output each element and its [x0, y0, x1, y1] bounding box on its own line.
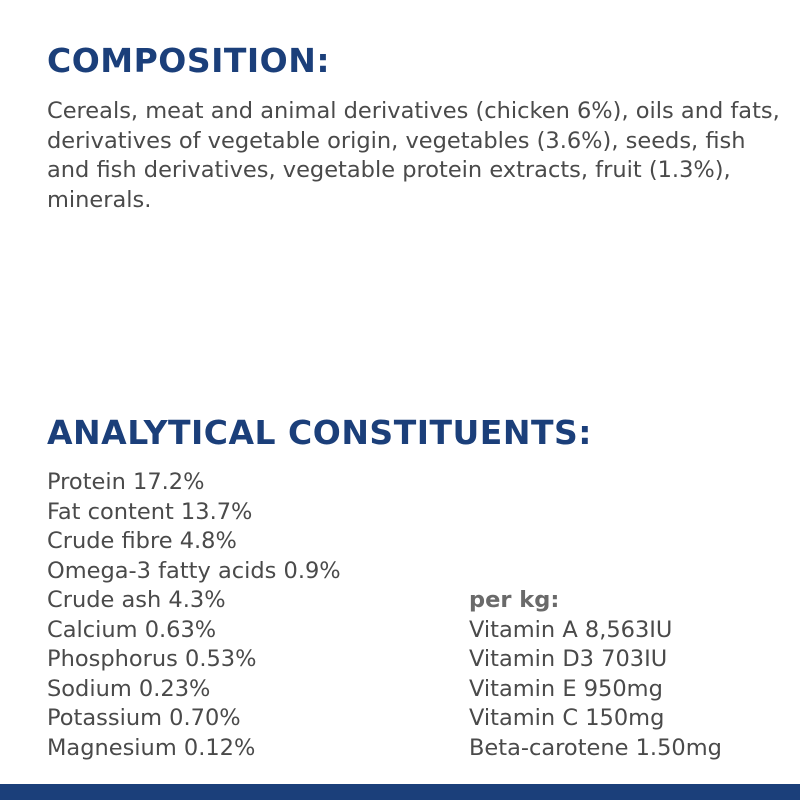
composition-text: Cereals, meat and animal derivatives (chicken 6%), oils and fats, derivatives of vegetable origin, vegetables (3.6%), seeds, fish and fish derivatives, vegetable protein extracts, fruit (1.3%), minerals. — [47, 98, 780, 213]
constituent-item: Sodium 0.23% — [47, 675, 211, 702]
constituent-item: Potassium 0.70% — [47, 705, 241, 731]
per-kg-block — [469, 586, 722, 763]
constituent-item: Omega-3 fatty acids 0.9% — [47, 557, 341, 584]
composition-heading: COMPOSITION: — [47, 41, 331, 80]
vitamin-list — [469, 616, 722, 764]
constituent-item: Phosphorus 0.53% — [47, 646, 257, 672]
analytical-constituents-heading: ANALYTICAL CONSTITUENTS: — [47, 413, 592, 452]
constituent-item: Magnesium 0.12% — [47, 734, 256, 761]
vitamin-item: Vitamin C 150mg — [469, 705, 665, 731]
analytical-constituents-list — [47, 468, 341, 763]
constituent-item: Calcium 0.63% — [47, 616, 217, 643]
vitamin-item: Vitamin A 8,563IU — [469, 616, 673, 643]
per-kg-title: per kg: — [469, 587, 560, 613]
constituent-item: Fat content 13.7% — [47, 498, 253, 525]
vitamin-item: Vitamin D3 703IU — [469, 646, 668, 672]
constituent-item: Crude fibre 4.8% — [47, 528, 237, 554]
constituent-item: Protein 17.2% — [47, 469, 205, 495]
vitamin-item: Beta-carotene 1.50mg — [469, 734, 722, 761]
constituent-item: Crude ash 4.3% — [47, 587, 226, 613]
vitamin-item: Vitamin E 950mg — [469, 675, 663, 702]
bottom-brand-bar — [0, 784, 800, 800]
